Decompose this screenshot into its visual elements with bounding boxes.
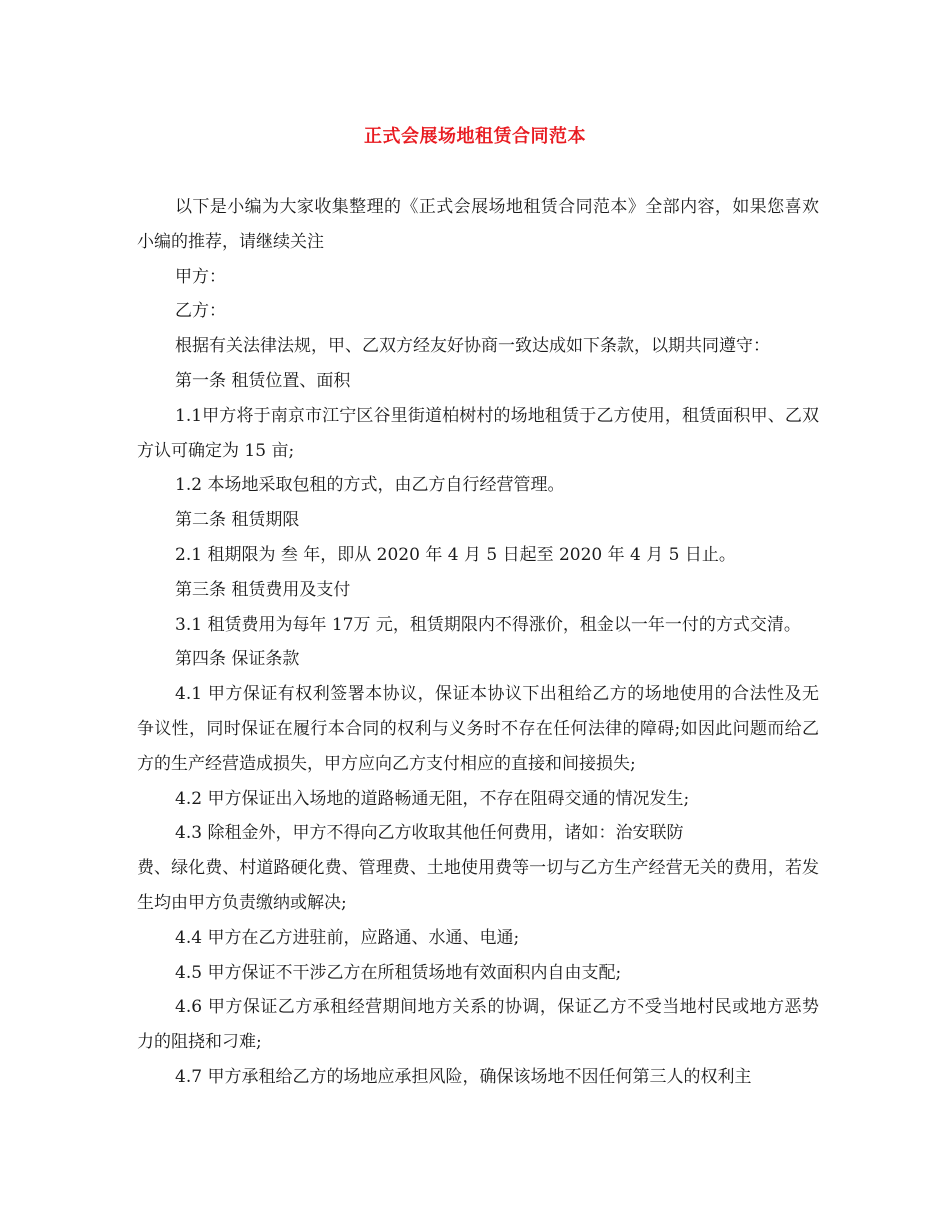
clause-3-1: 3.1 租赁费用为每年 17万 元，租赁期限内不得涨价，租金以一年一付的方式交清。 [175, 614, 801, 635]
clause-2-1: 2.1 租期限为 叁 年，即从 2020 年 4 月 5 日起至 2020 年 4 月 5 日止。 [175, 544, 736, 565]
paragraph-party-a: 甲方： [175, 266, 226, 287]
document-title: 正式会展场地租赁合同范本 [364, 126, 586, 147]
article-2-heading: 第二条 租赁期限 [175, 510, 300, 531]
clause-4-2: 4.2 甲方保证出入场地的道路畅通无阻，不存在阻碍交通的情况发生; [175, 788, 690, 809]
article-4-heading: 第四条 保证条款 [175, 649, 300, 670]
clause-4-3: 4.3 除租金外，甲方不得向乙方收取其他任何费用，诸如：治安联防 [175, 823, 684, 844]
clause-4-3-continued: 费、绿化费、村道路硬化费、管理费、土地使用费等一切与乙方生产经营无关的费用，若发生均由甲方负责缴纳或解决; [137, 858, 819, 913]
clause-4-1: 4.1 甲方保证有权利签署本协议，保证本协议下出租给乙方的场地使用的合法性及无争议性，同时保证在履行本合同的权利与义务时不存在任何法律的障碍;如因此问题而给乙方的生产经营造成损失，甲方应向乙方支付相应的直接和间接损失; [137, 684, 819, 774]
clause-1-1: 1.1甲方将于南京市江宁区谷里街道柏树村的场地租赁于乙方使用，租赁面积甲、乙双方认可确定为 15 亩; [137, 405, 819, 461]
article-3-heading: 第三条 租赁费用及支付 [175, 579, 351, 600]
paragraph-intro: 以下是小编为大家收集整理的《正式会展场地租赁合同范本》全部内容，如果您喜欢小编的推荐，请继续关注 [137, 197, 819, 252]
article-1-heading: 第一条 租赁位置、面积 [175, 370, 351, 391]
clause-4-7: 4.7 甲方承租给乙方的场地应承担风险，确保该场地不因任何第三人的权利主 [175, 1066, 752, 1087]
clause-4-6: 4.6 甲方保证乙方承租经营期间地方关系的协调，保证乙方不受当地村民或地方恶势力的阻挠和刁难; [137, 997, 819, 1053]
paragraph-preamble: 根据有关法律法规，甲、乙双方经友好协商一致达成如下条款，以期共同遵守： [175, 336, 770, 357]
clause-4-4: 4.4 甲方在乙方进驻前，应路通、水通、电通; [175, 927, 520, 948]
clause-4-5: 4.5 甲方保证不干涉乙方在所租赁场地有效面积内自由支配; [175, 962, 622, 983]
clause-1-2: 1.2 本场地采取包租的方式，由乙方自行经营管理。 [175, 475, 565, 496]
document-body [137, 190, 819, 1095]
paragraph-party-b: 乙方： [175, 301, 226, 322]
